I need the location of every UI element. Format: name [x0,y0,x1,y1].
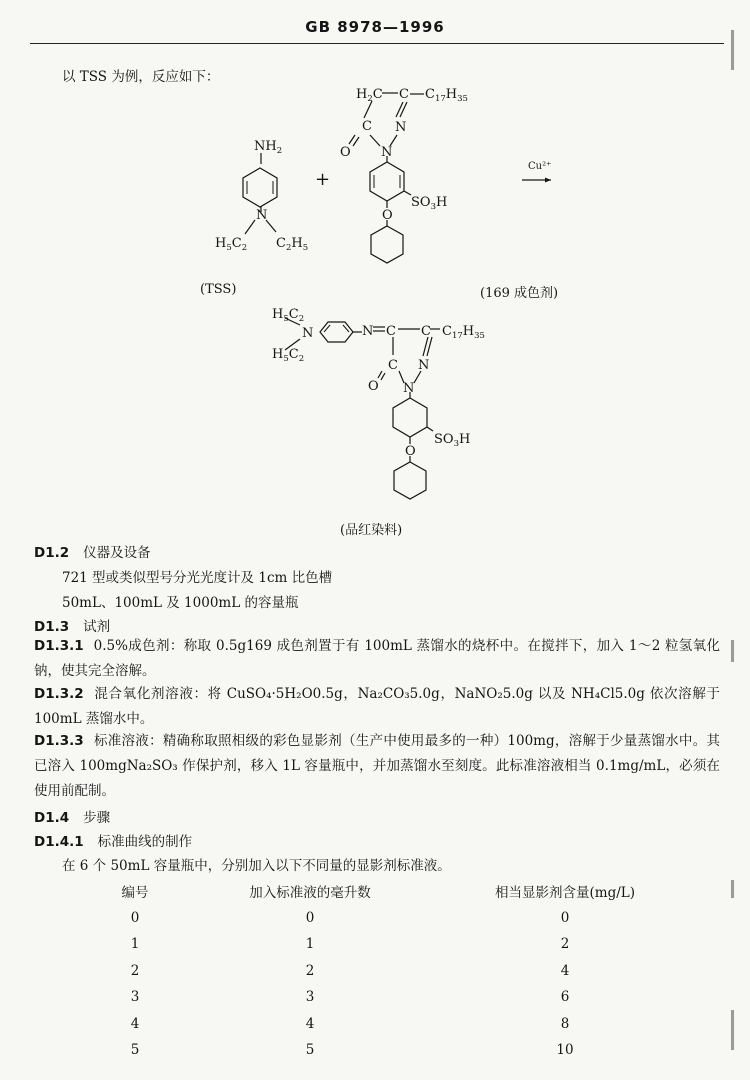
standard-header: GB 8978—1996 [305,18,445,36]
table-cell: 3 [305,989,315,1006]
reaction-reactants-diagram [0,80,750,280]
section-d1-2-number: D1.2 [34,545,70,561]
section-d1-3-2-paragraph [34,682,720,732]
procedure-intro-line: 在 6 个 50mL 容量瓶中，分别加入以下不同量的显影剂标准液。 [62,858,451,874]
table-cell: 2 [305,962,315,979]
product-c-ring: C [388,358,398,373]
coupler-n-label: N [381,145,393,160]
tss-ethyl-right: $C_2H_5$ [276,236,309,253]
section-d1-4-heading [34,806,110,826]
product-n-amine: N [302,326,314,341]
tss-nh2-label: $NH_2$ [254,139,283,156]
tss-n-label: N [256,208,268,223]
coupler-c17h35-label: $C_{17}H_{35}$ [425,87,468,104]
table-row [60,931,720,958]
coupler-caption: (169 成色剂) [480,286,559,301]
product-c-right: C [421,324,431,339]
section-d1-3-1-number: D1.3.1 [34,638,84,654]
header-ml-added: 加入标准液的毫升数 [249,885,371,902]
section-d1-3-2-text: 混合氧化剂溶液：将 CuSO₄·5H₂O0.5g，Na₂CO₃5.0g，NaNO₂5.0g 以及 NH₄Cl5.0g 依次溶解于 100mL 蒸馏水中。 [34,686,720,727]
section-d1-3-title: 试剂 [83,619,111,635]
product-n-imine: N [362,324,374,339]
standard-curve-table [60,878,720,1064]
equipment-line-2: 50mL、100mL 及 1000mL 的容量瓶 [62,595,299,611]
section-d1-4-title: 步骤 [83,810,111,826]
product-caption: (品红染料) [340,523,403,538]
product-o-label: O [368,379,379,394]
section-d1-3-3-number: D1.3.3 [34,733,84,749]
scan-edge-mark [731,30,734,70]
table-cell: 6 [560,989,570,1006]
product-c-left: C [386,324,396,339]
table-cell: 4 [130,1015,140,1032]
section-d1-3-3-paragraph [34,729,720,804]
scan-edge-mark [731,640,734,662]
equipment-line-1: 721 型或类似型号分光光度计及 1cm 比色槽 [62,570,333,586]
product-structure [285,318,440,499]
scan-edge-mark [731,1010,734,1050]
table-cell: 1 [305,936,315,953]
table-row [60,1037,720,1064]
table-cell: 0 [560,909,570,926]
section-d1-2-heading [34,541,151,561]
section-d1-4-1-heading [34,830,192,850]
coupler-o-label: O [340,145,351,160]
coupler-structure [349,93,424,263]
coupler-c-label: C [399,87,409,102]
tss-inner-lines [247,181,273,194]
table-cell: 4 [560,962,570,979]
product-ether-o-label: O [405,444,416,459]
coupler-h2c-label: $H_2C$ [356,87,383,104]
reaction-arrowhead [545,178,551,183]
table-cell: 5 [130,1042,140,1059]
tss-ethyl-left: $H_5C_2$ [215,236,248,253]
product-inner-lines [324,325,349,332]
catalyst-label: Cu²⁺ [528,161,552,172]
coupler-c-ring-label: C [362,119,372,134]
section-d1-3-1-text: 0.5%成色剂：称取 0.5g169 成色剂置于有 100mL 蒸馏水的烧杯中。在搅拌下，加入 1～2 粒氢氧化钠，使其完全溶解。 [34,638,720,679]
table-cell: 3 [130,989,140,1006]
product-ethyl-top: $H_5C_2$ [272,307,305,324]
table-cell: 5 [305,1042,315,1059]
section-d1-4-1-number: D1.4.1 [34,834,84,850]
intro-text: 以 TSS 为例，反应如下： [62,69,220,85]
coupler-ether-o-label: O [382,208,393,223]
coupler-inner-lines [374,175,400,188]
product-n-label: N [403,381,415,396]
header-content: 相当显影剂含量(mg/L) [495,885,635,902]
header-rule [30,43,724,44]
table-cell: 8 [560,1015,570,1032]
header-number: 编号 [121,885,149,902]
product-dye-diagram [0,300,750,510]
table-row [60,905,720,932]
section-d1-3-1-paragraph [34,634,720,684]
coupler-n-ring-label: N [395,120,407,135]
table-cell: 1 [130,936,140,953]
tss-caption: (TSS) [200,282,237,297]
section-d1-3-3-text: 标准溶液：精确称取照相级的彩色显影剂（生产中使用最多的一种）100mg，溶解于少量蒸馏水中。其已溶入 100mgNa₂SO₃ 作保护剂，移入 1L 容量瓶中，并加蒸馏水至刻度。此标准溶液相当 0.1mg/mL，必须在使用前配制。 [34,733,720,799]
product-so3h-label: $SO_3H$ [434,432,471,449]
table-cell: 4 [305,1015,315,1032]
table-cell: 0 [305,909,315,926]
product-c17h35-label: $C_{17}H_{35}$ [442,324,485,341]
table-cell: 0 [130,909,140,926]
section-d1-3-heading [34,615,110,635]
table-cell: 2 [130,962,140,979]
section-d1-3-2-number: D1.3.2 [34,686,84,702]
plus-sign: + [315,169,331,190]
section-d1-4-number: D1.4 [34,810,70,826]
table-cell: 2 [560,936,570,953]
table-row [60,984,720,1011]
section-d1-2-title: 仪器及设备 [83,545,151,561]
coupler-so3h-label: $SO_3H$ [411,195,448,212]
table-header-row [60,878,720,905]
section-d1-4-1-title: 标准曲线的制作 [97,834,193,850]
table-row [60,1011,720,1038]
scan-edge-mark [731,880,734,898]
product-n-ring: N [418,358,430,373]
product-ethyl-bottom: $H_5C_2$ [272,347,305,364]
section-d1-3-number: D1.3 [34,619,70,635]
table-cell: 10 [556,1042,574,1059]
table-row [60,958,720,985]
